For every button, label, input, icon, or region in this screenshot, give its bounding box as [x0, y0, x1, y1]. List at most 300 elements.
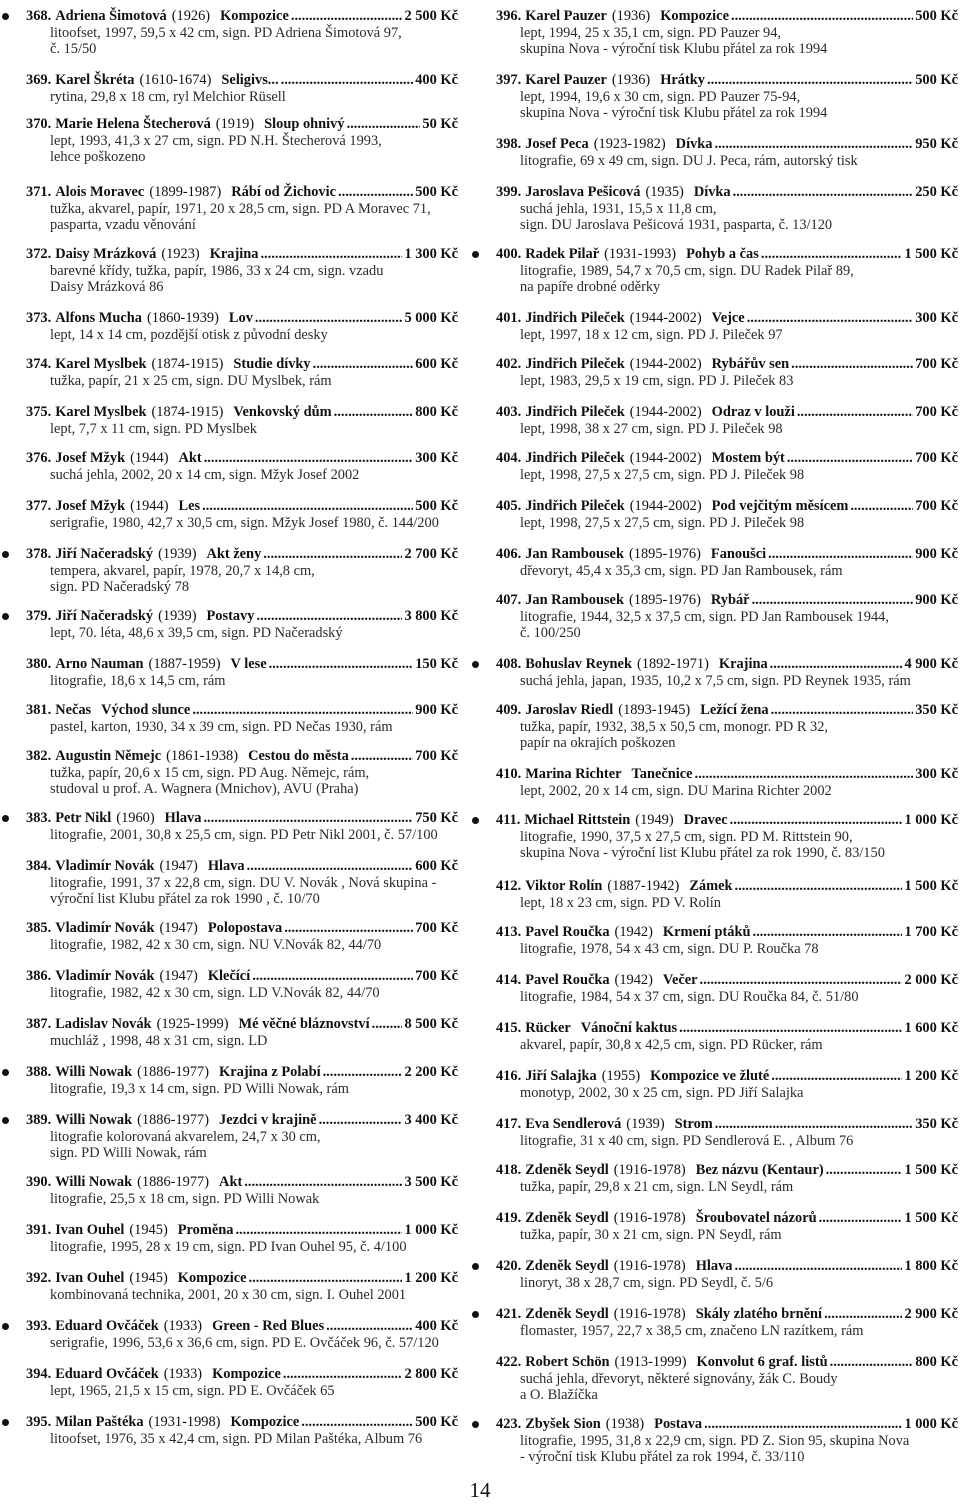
catalog-entry [26, 1414, 458, 1447]
lot-number: 371. [26, 184, 52, 200]
dot-leader [752, 592, 914, 609]
catalog-entry [26, 1318, 458, 1351]
artist-lifespan: (1926) [171, 8, 211, 24]
artist-name: Karel Škréta [55, 72, 135, 88]
description-line: litografie, 69 x 49 cm, sign. DU J. Peca, rám, autorský tisk [520, 152, 858, 169]
artwork-title: Mostem být [711, 450, 785, 466]
dot-leader [771, 1068, 902, 1085]
dot-leader [826, 1162, 903, 1179]
artist-name: Robert Schön [525, 1354, 610, 1370]
artwork-title: Východ slunce [101, 702, 191, 718]
price: 900 Kč [415, 702, 458, 718]
artwork-title: Venkovský dům [233, 404, 332, 420]
artwork-description [26, 515, 458, 532]
entry-heading [26, 184, 458, 201]
artist-name: Josef Mžyk [55, 450, 126, 466]
entry-heading [26, 1270, 458, 1287]
artist-lifespan: (1895-1976) [628, 592, 701, 608]
price: 500 Kč [415, 498, 458, 514]
artwork-title: Akt [219, 1174, 243, 1190]
dot-leader [797, 404, 913, 421]
dot-leader [247, 858, 414, 875]
artist-name: Zdeněk Seydl [525, 1258, 609, 1274]
entry-heading [26, 1174, 458, 1191]
bullet-icon [472, 817, 479, 824]
entry-heading [26, 968, 458, 985]
catalog-entry [496, 592, 958, 642]
dot-leader [730, 812, 903, 829]
catalog-entry [26, 1270, 458, 1303]
lot-number: 397. [496, 72, 522, 88]
price: 600 Kč [415, 356, 458, 372]
entry-heading [26, 608, 458, 625]
description-line: lehce poškozeno [50, 149, 146, 166]
price: 400 Kč [415, 1318, 458, 1334]
artwork-description [26, 1335, 458, 1352]
entry-heading [496, 498, 958, 515]
artwork-title: Tanečnice [631, 766, 693, 782]
artwork-description [26, 875, 458, 908]
entry-heading [496, 766, 958, 783]
artist-name: Jan Rambousek [525, 546, 624, 562]
catalog-entry [26, 858, 458, 908]
artwork-description [496, 1275, 958, 1292]
artist-name: Arno Nauman [55, 656, 144, 672]
lot-number: 420. [496, 1258, 522, 1274]
dot-leader [747, 310, 914, 327]
artwork-title: Kompozice [230, 1414, 300, 1430]
artist-lifespan: (1887-1959) [148, 656, 221, 672]
artist-name: Jindřich Pileček [525, 450, 625, 466]
artwork-title: Šroubovatel názorů [695, 1210, 817, 1226]
artist-lifespan: (1874-1915) [151, 356, 224, 372]
lot-number: 410. [496, 766, 522, 782]
entry-heading [26, 450, 458, 467]
artwork-title: Ležící žena [700, 702, 769, 718]
artwork-description [496, 895, 958, 912]
price: 1 000 Kč [904, 1416, 958, 1432]
artist-lifespan: (1916-1978) [613, 1162, 686, 1178]
artwork-description [496, 609, 958, 642]
artist-lifespan: (1892-1971) [636, 656, 709, 672]
artwork-description [26, 1081, 458, 1098]
artwork-title: V lese [230, 656, 267, 672]
entry-heading [26, 1064, 458, 1081]
entry-heading [26, 310, 458, 327]
lot-number: 396. [496, 8, 522, 24]
lot-number: 414. [496, 972, 522, 988]
lot-number: 409. [496, 702, 522, 718]
description-line: barevné křídy, tužka, papír, 1986, 33 x 24 cm, sign. vzadu [50, 262, 384, 279]
artwork-description [496, 201, 958, 234]
description-line: studoval u prof. A. Wagnera (Mnichov), AVU (Praha) [50, 781, 359, 798]
price: 750 Kč [415, 810, 458, 826]
artist-lifespan: (1933) [163, 1318, 203, 1334]
lot-number: 387. [26, 1016, 52, 1032]
lot-number: 419. [496, 1210, 522, 1226]
lot-number: 398. [496, 136, 522, 152]
artwork-title: Pohyb a čas [686, 246, 759, 262]
lot-number: 386. [26, 968, 52, 984]
catalog-entry [26, 184, 458, 234]
description-line: tužka, papír, 20,6 x 15 cm, sign. PD Aug. Němejc, rám, [50, 764, 370, 781]
artwork-description [496, 515, 958, 532]
catalog-entry [26, 608, 458, 641]
artwork-description [26, 1383, 458, 1400]
artist-name: Viktor Rolín [525, 878, 603, 894]
price: 500 Kč [415, 1414, 458, 1430]
dot-leader [761, 246, 903, 263]
description-line: linoryt, 38 x 28,7 cm, sign. PD Seydl, č. 5/6 [520, 1274, 774, 1291]
description-line: lept, 1983, 29,5 x 19 cm, sign. PD J. Pileček 83 [520, 372, 794, 389]
price: 1 500 Kč [904, 1210, 958, 1226]
lot-number: 368. [26, 8, 52, 24]
dot-leader [695, 766, 914, 783]
description-line: lept, 1994, 25 x 35,1 cm, sign. PD Pauzer 94, [520, 24, 782, 41]
artwork-description [496, 989, 958, 1006]
description-line: sign. DU Jaroslava Pešicová 1931, pasparta, č. 13/120 [520, 217, 833, 234]
description-line: sign. PD Načeradský 78 [50, 579, 190, 596]
artist-name: Alois Moravec [55, 184, 145, 200]
description-line: litoofset, 1976, 35 x 42,4 cm, sign. PD Milan Paštéka, Album 76 [50, 1430, 423, 1447]
artwork-description [26, 421, 458, 438]
catalog-entry [26, 8, 458, 58]
artist-lifespan: (1944-2002) [629, 498, 702, 514]
price: 900 Kč [915, 592, 958, 608]
dot-leader [338, 184, 413, 201]
dot-leader [715, 1116, 913, 1133]
entry-heading [26, 1112, 458, 1129]
description-line: pastel, karton, 1930, 34 x 39 cm, sign. PD Nečas 1930, rám [50, 718, 393, 735]
artist-name: Jan Rambousek [525, 592, 624, 608]
entry-heading [496, 1068, 958, 1085]
catalog-entry [26, 968, 458, 1001]
description-line: litografie, 18,6 x 14,5 cm, rám [50, 672, 226, 689]
artist-name: Milan Paštéka [55, 1414, 144, 1430]
lot-number: 421. [496, 1306, 522, 1322]
lot-number: 416. [496, 1068, 522, 1084]
price: 2 500 Kč [404, 8, 458, 24]
dot-leader [771, 702, 914, 719]
artwork-title: Akt [178, 450, 202, 466]
artwork-title: Skály zlatého brnění [695, 1306, 823, 1322]
catalog-entry [496, 184, 958, 234]
price: 150 Kč [415, 656, 458, 672]
dot-leader [351, 748, 413, 765]
dot-leader [752, 924, 902, 941]
artist-name: Jiří Načeradský [55, 546, 154, 562]
price: 250 Kč [915, 184, 958, 200]
artwork-title: Lov [228, 310, 253, 326]
catalog-entry [496, 656, 958, 689]
artwork-description [26, 467, 458, 484]
artist-name: Ladislav Novák [55, 1016, 152, 1032]
dot-leader [347, 116, 421, 133]
price: 1 300 Kč [404, 246, 458, 262]
description-line: suchá jehla, 2002, 20 x 14 cm, sign. Mžyk Josef 2002 [50, 466, 360, 483]
entry-heading [496, 972, 958, 989]
catalog-entry [496, 404, 958, 437]
price: 1 600 Kč [904, 1020, 958, 1036]
bullet-icon [2, 815, 9, 822]
entry-heading [496, 812, 958, 829]
bullet-icon [2, 1069, 9, 1076]
lot-number: 393. [26, 1318, 52, 1334]
artist-name: Zbyšek Sion [525, 1416, 601, 1432]
price: 800 Kč [415, 404, 458, 420]
lot-number: 388. [26, 1064, 52, 1080]
artwork-title: Vánoční kaktus [580, 1020, 678, 1036]
dot-leader [244, 1174, 402, 1191]
price: 8 500 Kč [404, 1016, 458, 1032]
catalog-entry [496, 924, 958, 957]
artwork-description [26, 719, 458, 736]
artwork-description [26, 1239, 458, 1256]
artist-lifespan: (1955) [601, 1068, 641, 1084]
catalog-entry [26, 748, 458, 798]
catalog-entry [26, 810, 458, 843]
catalog-entry [496, 1416, 958, 1466]
artwork-description [26, 765, 458, 798]
dot-leader [252, 968, 413, 985]
artist-lifespan: (1916-1978) [613, 1306, 686, 1322]
bullet-icon [2, 613, 9, 620]
artist-name: Ivan Ouhel [55, 1222, 125, 1238]
catalog-entry [496, 246, 958, 296]
artwork-description [26, 25, 458, 58]
lot-number: 404. [496, 450, 522, 466]
artwork-description [496, 563, 958, 580]
description-line: litografie, 1982, 42 x 30 cm, sign. LD V.Novák 82, 44/70 [50, 984, 380, 1001]
artwork-description [26, 937, 458, 954]
bullet-icon [472, 1421, 479, 1428]
price: 400 Kč [415, 72, 458, 88]
description-line: skupina Nova - výroční tisk Klubu přátel za rok 1994 [520, 41, 828, 58]
catalog-entry [496, 1116, 958, 1149]
entry-heading [26, 8, 458, 25]
entry-heading [496, 1210, 958, 1227]
lot-number: 405. [496, 498, 522, 514]
artist-lifespan: (1944) [130, 498, 169, 514]
entry-heading [496, 924, 958, 941]
description-line: papír na okrajích poškozen [520, 735, 676, 752]
price: 700 Kč [915, 404, 958, 420]
artwork-title: Dívka [693, 184, 731, 200]
dot-leader [735, 878, 903, 895]
lot-number: 413. [496, 924, 522, 940]
bullet-icon [472, 251, 479, 258]
artist-lifespan: (1860-1939) [146, 310, 219, 326]
artist-lifespan: (1939) [158, 608, 197, 624]
artist-lifespan: (1944) [130, 450, 169, 466]
price: 2 800 Kč [404, 1366, 458, 1382]
catalog-entry [496, 1162, 958, 1195]
description-line: - výroční tisk Klubu přátel za rok 1994, č. 33/110 [520, 1449, 805, 1466]
artist-name: Zdeněk Seydl [525, 1210, 609, 1226]
lot-number: 384. [26, 858, 52, 874]
artist-lifespan: (1886-1977) [137, 1064, 210, 1080]
lot-number: 380. [26, 656, 52, 672]
description-line: litografie, 25,5 x 18 cm, sign. PD Willi Nowak [50, 1190, 320, 1207]
artwork-title: Kompozice [177, 1270, 247, 1286]
artist-name: Alfons Mucha [55, 310, 142, 326]
description-line: výroční list Klubu přátel za rok 1990 , č. 10/70 [50, 891, 320, 908]
price: 950 Kč [915, 136, 958, 152]
artwork-title: Akt ženy [206, 546, 262, 562]
price: 500 Kč [415, 184, 458, 200]
price: 900 Kč [915, 546, 958, 562]
lot-number: 402. [496, 356, 522, 372]
artist-name: Jindřich Pileček [525, 356, 625, 372]
description-line: litografie, 1989, 54,7 x 70,5 cm, sign. DU Radek Pilař 89, [520, 262, 854, 279]
lot-number: 411. [496, 812, 521, 828]
artwork-title: Polopostava [207, 920, 283, 936]
entry-heading [26, 498, 458, 515]
description-line: sign. PD Willi Nowak, rám [50, 1145, 207, 1162]
artwork-description [496, 719, 958, 752]
artist-name: Augustin Němejc [55, 748, 162, 764]
artist-name: Radek Pilař [525, 246, 600, 262]
artist-lifespan: (1949) [635, 812, 674, 828]
artist-lifespan: (1947) [159, 920, 198, 936]
lot-number: 403. [496, 404, 522, 420]
artwork-title: Rábí od Žichovic [231, 184, 337, 200]
price: 3 400 Kč [404, 1112, 458, 1128]
description-line: serigrafie, 1980, 42,7 x 30,5 cm, sign. Mžyk Josef 1980, č. 144/200 [50, 514, 439, 531]
entry-heading [26, 546, 458, 563]
lot-number: 417. [496, 1116, 522, 1132]
catalog-entry [496, 1020, 958, 1053]
description-line: skupina Nova - výroční tisk Klubu přátel za rok 1994 [520, 105, 828, 122]
artist-lifespan: (1945) [129, 1270, 168, 1286]
artwork-description [496, 1227, 958, 1244]
description-line: litografie, 19,3 x 14 cm, sign. PD Willi Nowak, rám [50, 1080, 349, 1097]
description-line: lept, 1998, 38 x 27 cm, sign. PD J. Pileček 98 [520, 420, 783, 437]
lot-number: 401. [496, 310, 522, 326]
dot-leader [255, 310, 403, 327]
lot-number: 381. [26, 702, 52, 718]
description-line: litografie, 1978, 54 x 43 cm, sign. DU P. Roučka 78 [520, 940, 819, 957]
bullet-icon [2, 1117, 9, 1124]
artist-lifespan: (1886-1977) [137, 1112, 210, 1128]
price: 1 500 Kč [904, 246, 958, 262]
artwork-title: Vejce [711, 310, 745, 326]
lot-number: 372. [26, 246, 52, 262]
artist-lifespan: (1960) [116, 810, 155, 826]
lot-number: 391. [26, 1222, 52, 1238]
lot-number: 418. [496, 1162, 522, 1178]
dot-leader [313, 356, 414, 373]
artist-name: Eduard Ovčáček [55, 1318, 159, 1334]
artwork-title: Proměna [177, 1222, 234, 1238]
artwork-title: Kompozice [220, 8, 289, 24]
lot-number: 369. [26, 72, 52, 88]
artist-lifespan: (1944-2002) [629, 450, 702, 466]
entry-heading [496, 1416, 958, 1433]
artwork-title: Hlava [207, 858, 245, 874]
entry-heading [496, 310, 958, 327]
price: 1 000 Kč [904, 812, 958, 828]
artwork-title: Hrátky [660, 72, 705, 88]
entry-heading [496, 1020, 958, 1037]
entry-heading [26, 1366, 458, 1383]
entry-heading [26, 810, 458, 827]
dot-leader [269, 656, 414, 673]
lot-number: 395. [26, 1414, 52, 1430]
artist-name: Jindřich Pileček [525, 310, 625, 326]
lot-number: 375. [26, 404, 52, 420]
dot-leader [323, 1064, 403, 1081]
dot-leader [291, 8, 403, 25]
artwork-description [496, 153, 958, 170]
artist-name: Jiří Salajka [525, 1068, 597, 1084]
artist-lifespan: (1913-1999) [614, 1354, 687, 1370]
description-line: a O. Blažíčka [520, 1387, 598, 1404]
price: 500 Kč [915, 8, 958, 24]
catalog-entry [26, 1366, 458, 1399]
artist-name: Jaroslav Riedl [525, 702, 614, 718]
lot-number: 383. [26, 810, 52, 826]
description-line: kombinovaná technika, 2001, 20 x 30 cm, sign. I. Ouhel 2001 [50, 1286, 407, 1303]
description-line: na papíře drobné oděrky [520, 279, 661, 296]
catalog-entry [26, 656, 458, 689]
artwork-description [496, 263, 958, 296]
artist-name: Willi Nowak [55, 1064, 133, 1080]
lot-number: 390. [26, 1174, 52, 1190]
catalog-entry [26, 1174, 458, 1207]
artist-lifespan: (1947) [159, 968, 198, 984]
description-line: litografie, 1995, 28 x 19 cm, sign. PD Ivan Ouhel 95, č. 4/100 [50, 1238, 407, 1255]
artist-lifespan: (1923) [161, 246, 200, 262]
lot-number: 406. [496, 546, 522, 562]
entry-heading [26, 246, 458, 263]
catalog-entry [496, 450, 958, 483]
description-line: muchláž , 1998, 48 x 31 cm, sign. LD [50, 1032, 268, 1049]
lot-number: 385. [26, 920, 52, 936]
catalog-entry [496, 498, 958, 531]
price: 1 800 Kč [904, 1258, 958, 1274]
artwork-description [26, 1431, 458, 1448]
artist-name: Josef Mžyk [55, 498, 126, 514]
artwork-description [496, 941, 958, 958]
artist-lifespan: (1938) [605, 1416, 645, 1432]
artwork-description [496, 1179, 958, 1196]
artwork-description [496, 373, 958, 390]
description-line: rytina, 29,8 x 18 cm, ryl Melchior Rüsell [50, 88, 286, 105]
artist-lifespan: (1916-1978) [613, 1210, 686, 1226]
description-line: litografie, 31 x 40 cm, sign. PD Sendlerová E. , Album 76 [520, 1132, 854, 1149]
artwork-description [496, 1371, 958, 1404]
dot-leader [704, 1416, 902, 1433]
artwork-title: Studie dívky [233, 356, 311, 372]
price: 300 Kč [915, 310, 958, 326]
entry-heading [496, 1306, 958, 1323]
artwork-description [496, 327, 958, 344]
artist-lifespan: (1916-1978) [613, 1258, 686, 1274]
artwork-description [26, 133, 458, 166]
description-line: lept, 1965, 21,5 x 15 cm, sign. PD E. Ovčáček 65 [50, 1382, 335, 1399]
price: 300 Kč [415, 450, 458, 466]
catalog-entry [496, 8, 958, 58]
artwork-title: Kompozice [212, 1366, 281, 1382]
description-line: lept, 1998, 27,5 x 27,5 cm, sign. PD J. Pileček 98 [520, 514, 805, 531]
entry-heading [496, 8, 958, 25]
catalog-entry [496, 356, 958, 389]
artist-name: Jindřich Pileček [525, 404, 625, 420]
dot-leader [204, 450, 414, 467]
lot-number: 394. [26, 1366, 52, 1382]
description-line: litografie, 1990, 37,5 x 27,5 cm, sign. PD M. Rittstein 90, [520, 828, 853, 845]
